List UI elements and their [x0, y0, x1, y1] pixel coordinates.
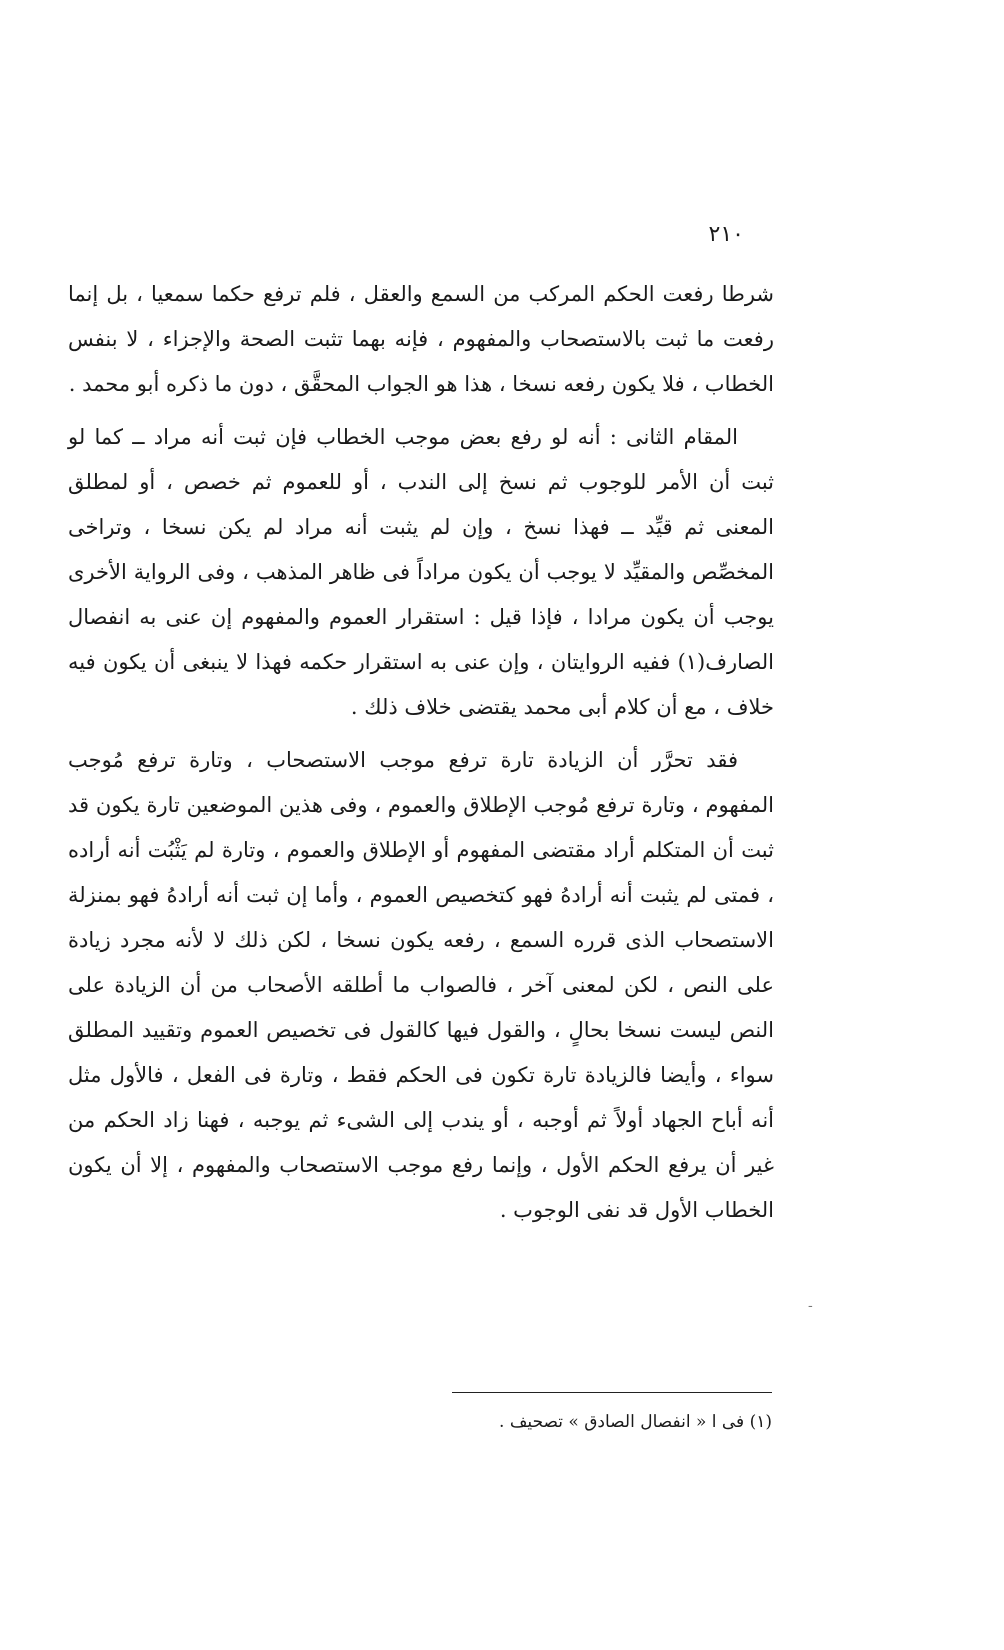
paragraph-2: المقام الثانى : أنه لو رفع بعض موجب الخطاب فإن ثبت أنه مراد ــ كما لو ثبت أن الأمر للوجوب ثم نسخ إلى الندب ، أو للعموم ثم خصص ، أو لمطلق المعنى ثم قيِّد ــ فهذا نسخ ، وإن لم يثبت أنه مراد لم يكن نسخا ، وتراخى المخصِّص والمقيِّد لا يوجب أن يكون مراداً فى ظاهر المذهب ، وفى الرواية الأخرى يوجب أن يكون مرادا ، فإذا قيل : استقرار العموم والمفهوم إن عنى به انفصال الصارف(١) ففيه الروايتان ، وإن عنى به استقرار حكمه فهذا لا ينبغى أن يكون فيه خلاف ، مع أن كلام أبى محمد يقتضى خلاف ذلك .	[68, 425, 774, 719]
footnote: (١) فى ا « انفصال الصادق » تصحيف .	[499, 1412, 772, 1432]
body-text	[68, 272, 774, 1241]
paragraph-3: فقد تحرَّر أن الزيادة تارة ترفع موجب الاستصحاب ، وتارة ترفع مُوجب المفهوم ، وتارة ترفع مُوجب الإطلاق والعموم ، وفى هذين الموضعين تارة يكون قد ثبت أن المتكلم أراد مقتضى المفهوم أو الإطلاق والعموم ، وتارة لم يَثْبُت أنه أراده ، فمتى لم يثبت أنه أرادهُ فهو كتخصيص العموم ، وأما إن ثبت أنه أرادهُ فهو بمنزلة الاستصحاب الذى قرره السمع ، رفعه يكون نسخا ، لكن ذلك لا لأنه مجرد زيادة على النص ، لكن لمعنى آخر ، فالصواب ما أطلقه الأصحاب من أن الزيادة على النص ليست نسخا بحالٍ ، والقول فيها كالقول فى تخصيص العموم وتقييد المطلق سواء ، وأيضا فالزيادة تارة تكون فى الحكم فقط ، وتارة فى الفعل ، فالأول مثل أنه أباح الجهاد أولاً ثم أوجبه ، أو يندب إلى الشىء ثم يوجبه ، فهنا زاد الحكم من غير أن يرفع الحكم الأول ، وإنما رفع موجب الاستصحاب والمفهوم ، إلا أن يكون الخطاب الأول قد نفى الوجوب .	[68, 748, 774, 1222]
page-number: ٢١٠	[708, 222, 744, 247]
footnote-divider	[452, 1392, 772, 1393]
paragraph-1: شرطا رفعت الحكم المركب من السمع والعقل ، فلم ترفع حكما سمعيا ، بل إنما رفعت ما ثبت بالاستصحاب والمفهوم ، فإنه بهما تثبت الصحة والإجزاء ، لا بنفس الخطاب ، فلا يكون رفعه نسخا ، هذا هو الجواب المحقَّق ، دون ما ذكره أبو محمد .	[68, 282, 774, 396]
margin-mark: -	[808, 1298, 813, 1314]
